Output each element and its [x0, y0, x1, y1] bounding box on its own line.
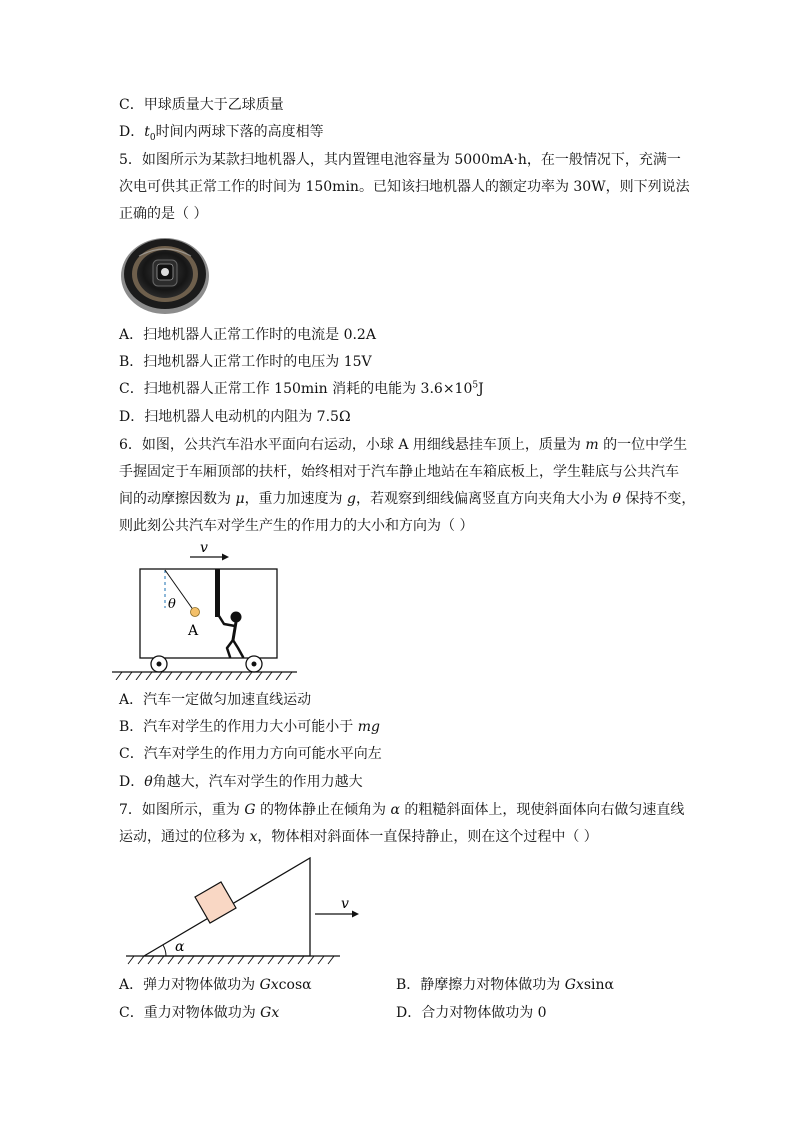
- q6-stem-line-3: 间的动摩擦因数为 μ，重力加速度为 g，若观察到细线偏离竖直方向夹角大小为 θ 保持不变，: [119, 491, 696, 507]
- bus-diagram: [112, 540, 297, 680]
- q5-stem-line-2: 次电可供其正常工作的时间为 150min。已知该扫地机器人的额定功率为 30W，则下列说法: [119, 179, 690, 195]
- velocity-label: v: [200, 540, 208, 556]
- q6-option-b: B．汽车对学生的作用力大小可能小于 mg: [119, 719, 380, 735]
- q5-option-c: C．扫地机器人正常工作 150min 消耗的电能为 $3.6\times 10^5J$: [119, 380, 484, 397]
- ball-label: A: [188, 623, 199, 639]
- q7-option-c: C．重力对物体做功为 Gx: [119, 1005, 280, 1021]
- q6-option-c: C．汽车对学生的作用力方向可能水平向左: [119, 746, 382, 762]
- q7-option-a: A．弹力对物体做功为 Gxcosα: [119, 977, 312, 993]
- alpha-label: α: [175, 939, 185, 955]
- q6-option-a: A．汽车一定做匀加速直线运动: [119, 692, 312, 708]
- q7-stem-line-1: 7．如图所示，重为 G 的物体静止在倾角为 α 的粗糙斜面体上，现使斜面体向右做匀速直线: [119, 802, 685, 818]
- q5-option-a: A．扫地机器人正常工作时的电流是 0.2A: [119, 327, 376, 343]
- q6-stem-line-4: 则此刻公共汽车对学生产生的作用力的大小和方向为（ ）: [119, 518, 474, 534]
- q5-stem-line-3: 正确的是（ ）: [119, 206, 208, 222]
- q7-stem-line-2: 运动，通过的位移为 x，物体相对斜面体一直保持静止，则在这个过程中（ ）: [119, 829, 598, 845]
- q5-stem-line-1: 5．如图所示为某款扫地机器人，其内置锂电池容量为 5000mA·h，在一般情况下，充满一: [119, 152, 681, 168]
- robot-vacuum-image: [119, 234, 211, 316]
- bus-body: [140, 569, 277, 658]
- q4-option-c: C．甲球质量大于乙球质量: [119, 97, 284, 113]
- theta-label: θ: [168, 597, 176, 612]
- handrail-pole: [215, 569, 220, 617]
- q4-option-d: D．$t_0$时间内两球下落的高度相等: [119, 124, 324, 143]
- ball-a: [191, 608, 200, 617]
- q7-option-b: B．静摩擦力对物体做功为 Gxsinα: [396, 977, 614, 993]
- incline-diagram: [122, 855, 367, 970]
- q5-option-d: D．扫地机器人电动机的内阻为 7.5Ω: [119, 409, 351, 425]
- q6-stem-line-1: 6．如图，公共汽车沿水平面向右运动，小球 A 用细线悬挂车顶上，质量为 m 的一位中学生: [119, 437, 688, 453]
- q7-option-d: D．合力对物体做功为 0: [396, 1005, 547, 1021]
- q5-option-b: B．扫地机器人正常工作时的电压为 15V: [119, 354, 372, 370]
- velocity-label: v: [341, 896, 349, 912]
- q6-option-d: D．θ角越大，汽车对学生的作用力越大: [119, 774, 363, 790]
- q6-stem-line-2: 手握固定于车厢顶部的扶杆，始终相对于汽车静止地站在车箱底板上，学生鞋底与公共汽车: [119, 464, 679, 480]
